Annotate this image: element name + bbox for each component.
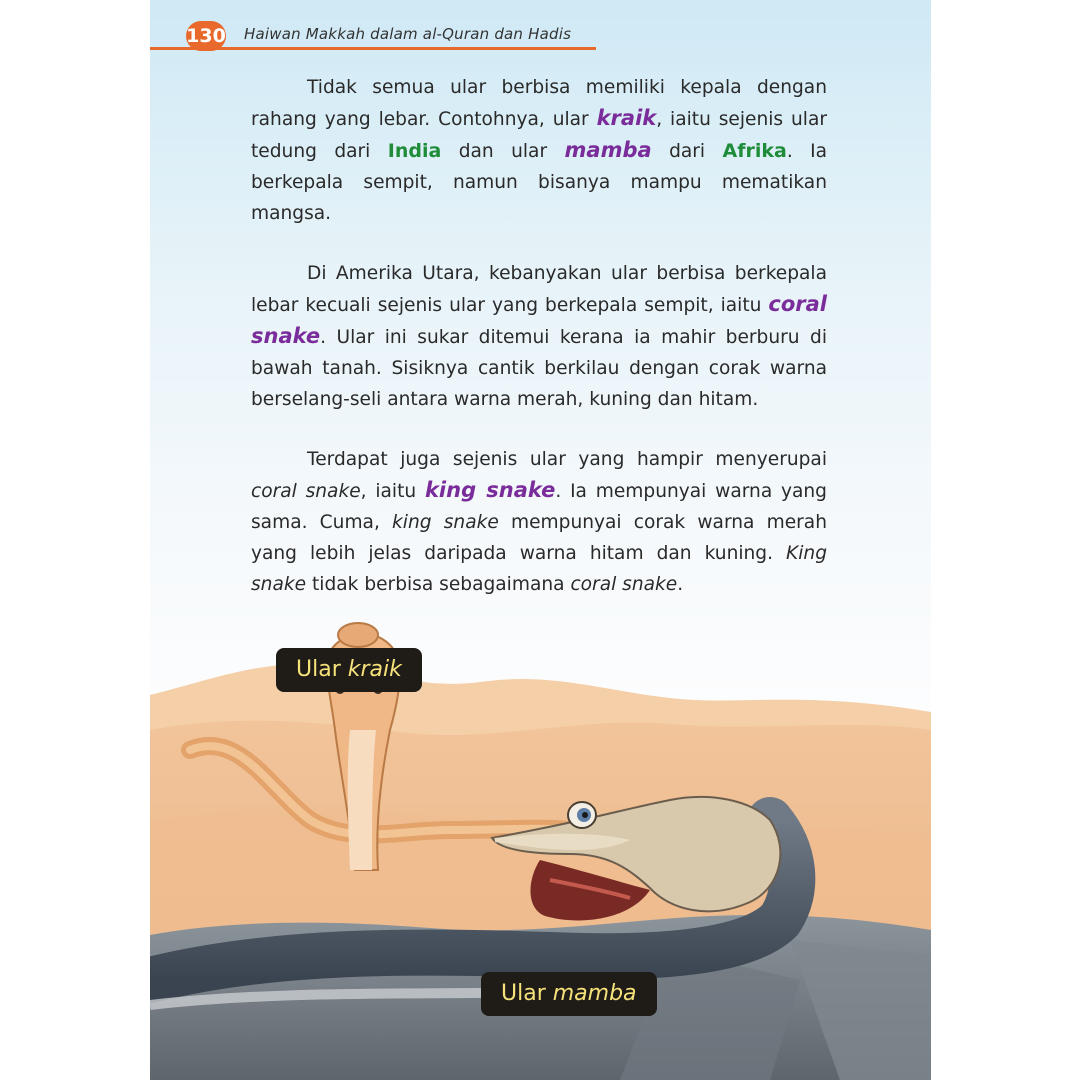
page-number-badge: 130 (186, 21, 226, 51)
book-page (150, 0, 931, 1080)
header-rule (150, 47, 596, 50)
text-run: . Ia mempunyai warna yang sama. Cuma, (251, 481, 827, 533)
text-run: , iaitu sejenis ular tedung dari (251, 109, 827, 162)
text-run: dan ular (441, 141, 565, 162)
caption-name: mamba (552, 981, 637, 1006)
caption-mamba (481, 972, 657, 1016)
text-run: . (677, 574, 684, 595)
term-coral-snake: coral snake (251, 292, 827, 348)
text-run: , iaitu (360, 481, 425, 502)
text-run: Terdapat juga sejenis ular yang hampir menyerupai (307, 449, 827, 470)
paragraph-1 (251, 72, 827, 229)
term-coral-snake-italic: coral snake (251, 481, 361, 502)
caption-word: Ular (501, 981, 553, 1006)
page-header (150, 0, 931, 60)
text-run: tidak berbisa sebagaimana (306, 574, 571, 595)
running-title: Haiwan Makkah dalam al-Quran dan Hadis (244, 25, 572, 43)
text-run: . Ia berkepala sempit, namun bisanya mampu mematikan mangsa. (251, 141, 828, 224)
paragraph-3 (251, 444, 827, 600)
text-run: . Ular ini sukar ditemui kerana ia mahir berburu di bawah tanah. Sisiknya cantik berkilau dengan corak warna berselang-seli antara warna merah, kuning dan hitam. (251, 327, 827, 410)
term-kraik: kraik (596, 106, 657, 130)
text-run: Di Amerika Utara, kebanyakan ular berbisa berkepala lebar kecuali sejenis ular yang berkepala sempit, iaitu (251, 263, 827, 316)
caption-kraik (276, 648, 422, 692)
text-run: Tidak semua ular berbisa memiliki kepala dengan rahang yang lebar. Contohnya, ular (251, 77, 827, 130)
term-king-snake-italic: king snake (392, 512, 499, 533)
term-mamba: mamba (564, 138, 652, 162)
body-text (251, 72, 827, 629)
term-india: India (387, 140, 442, 162)
caption-word: Ular (296, 657, 348, 682)
term-king-snake: king snake (424, 478, 556, 502)
paragraph-2 (251, 258, 827, 415)
term-king-snake-italic-2: King snake (251, 543, 827, 595)
term-afrika: Afrika (722, 140, 787, 162)
term-coral-snake-italic-2: coral snake (570, 574, 678, 595)
text-run: dari (651, 141, 723, 162)
text-run: mempunyai corak warna merah yang lebih jelas daripada warna hitam dan kuning. (251, 512, 827, 564)
caption-name: kraik (347, 657, 402, 682)
